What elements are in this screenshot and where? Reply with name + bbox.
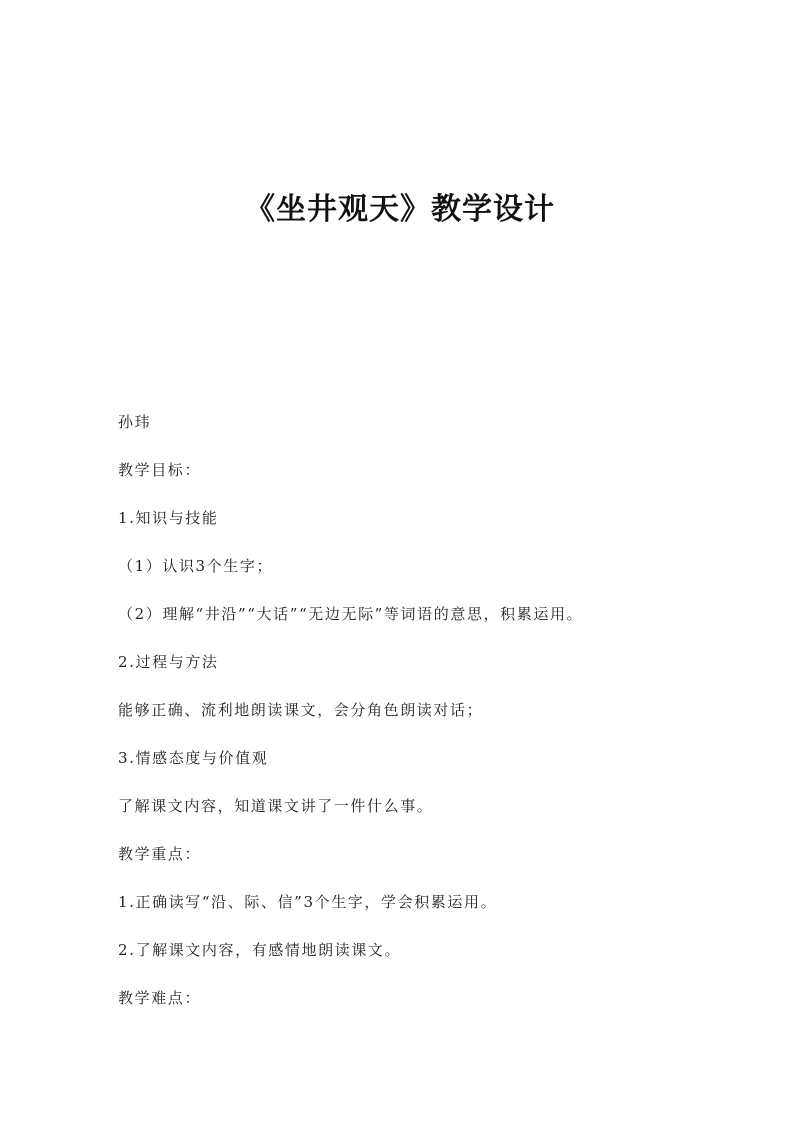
objective-process-text: 能够正确、流利地朗读课文，会分角色朗读对话； xyxy=(118,701,484,719)
section-heading-key-points: 教学重点： xyxy=(118,845,202,863)
key-point-2: 2.了解课文内容，有感情地朗读课文。 xyxy=(118,941,402,959)
section-heading-difficulties: 教学难点： xyxy=(118,989,202,1007)
objective-knowledge-skills: 1.知识与技能 xyxy=(118,509,219,527)
key-point-1: 1.正确读写“沿、际、信”3个生字，学会积累运用。 xyxy=(118,893,498,911)
document-title: 《坐井观天》教学设计 xyxy=(245,192,555,227)
objective-emotion-values: 3.情感态度与价值观 xyxy=(118,749,269,767)
objective-item-2: （2）理解“井沿”“大话”“无边无际”等词语的意思，积累运用。 xyxy=(118,605,584,623)
objective-process-methods: 2.过程与方法 xyxy=(118,653,219,671)
author-name: 孙玮 xyxy=(118,413,152,431)
section-heading-objectives: 教学目标： xyxy=(118,461,202,479)
objective-emotion-text: 了解课文内容，知道课文讲了一件什么事。 xyxy=(118,797,434,815)
objective-item-1: （1）认识3个生字； xyxy=(118,557,274,575)
